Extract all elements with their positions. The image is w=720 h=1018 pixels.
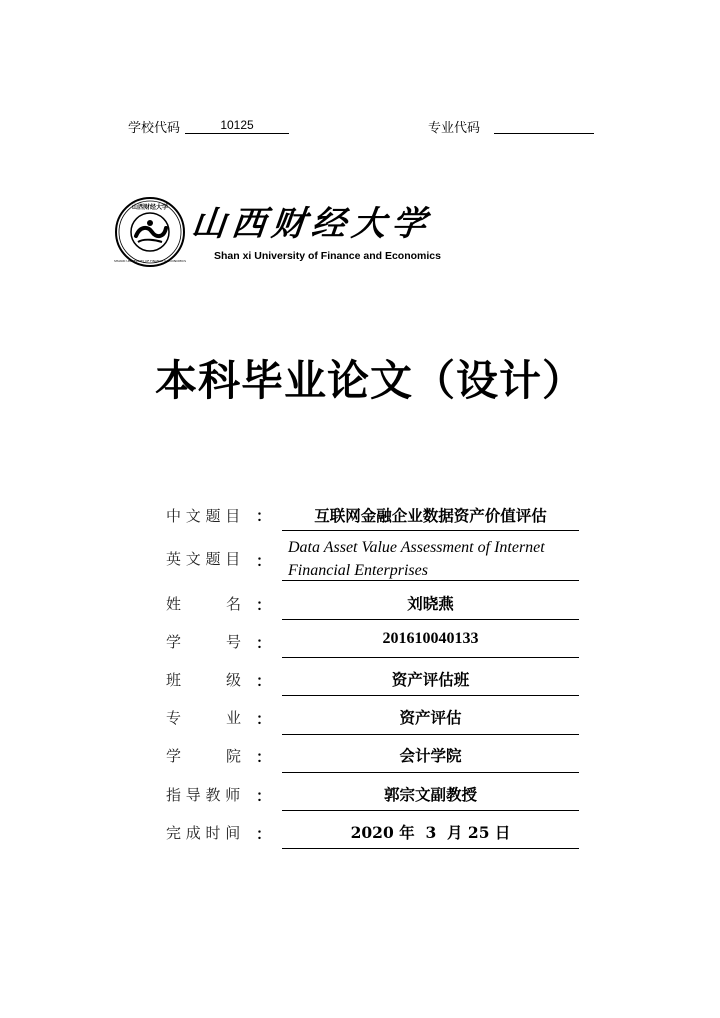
field-underline xyxy=(282,734,579,735)
field-underline xyxy=(282,848,579,849)
field-label-advisor: 指 导 教 师 xyxy=(166,786,241,804)
university-name-en: Shan xi University of Finance and Economics xyxy=(214,250,441,262)
field-label-student-id: 学 号 xyxy=(166,633,242,651)
field-value-college: 会计学院 xyxy=(399,746,462,765)
field-label-college: 学 院 xyxy=(166,747,242,765)
seal-top-text: 山西财经大学 xyxy=(131,204,169,211)
field-label-class: 班 级 xyxy=(166,671,242,689)
field-value-advisor: 郭宗文副教授 xyxy=(383,785,477,804)
field-underline xyxy=(282,772,579,773)
field-colon: ： xyxy=(256,787,272,805)
university-seal-icon xyxy=(114,196,186,268)
field-label-en-title: 英 文 题 目 xyxy=(166,550,241,568)
field-underline xyxy=(282,530,579,531)
field-underline xyxy=(282,695,579,696)
field-label-cn-title: 中 文 题 目 xyxy=(166,507,241,525)
major-code-label: 专业代码 xyxy=(428,120,481,135)
field-label-name: 姓 名 xyxy=(166,595,242,613)
field-colon: ： xyxy=(256,825,272,843)
field-colon: ： xyxy=(256,748,272,766)
field-value-en-title-line1: Data Asset Value Assessment of Internet xyxy=(288,539,545,556)
field-colon: ： xyxy=(256,710,272,728)
field-colon: ： xyxy=(256,507,272,525)
field-underline xyxy=(282,619,579,620)
field-value-major: 资产评估 xyxy=(399,708,462,727)
field-label-completion-date: 完 成 时 间 xyxy=(166,824,241,842)
field-value-cn-title: 互联网金融企业数据资产价值评估 xyxy=(314,506,547,525)
field-underline xyxy=(282,810,579,811)
page-title: 本科毕业论文（设计） xyxy=(154,356,585,405)
field-value-student-id: 201610040133 xyxy=(382,630,479,647)
school-code-label: 学校代码 xyxy=(128,120,181,135)
field-colon: ： xyxy=(256,552,272,570)
field-underline xyxy=(282,580,579,581)
seal-bottom-text: SHANXI UNIVERSITY OF FINANCE & ECONOMICS xyxy=(114,259,186,263)
field-value-en-title-line2: Financial Enterprises xyxy=(288,562,428,579)
university-name-cn: 山西财经大学 xyxy=(189,204,434,244)
major-code-field xyxy=(494,118,594,134)
field-value-completion-date: 2020 年 3 月 25 日 xyxy=(350,823,511,842)
field-value-name: 刘晓燕 xyxy=(407,594,454,613)
field-colon: ： xyxy=(256,634,272,652)
field-colon: ： xyxy=(256,672,272,690)
field-underline xyxy=(282,657,579,658)
field-label-major: 专 业 xyxy=(166,709,242,727)
school-code-field: 10125 xyxy=(185,118,289,134)
field-colon: ： xyxy=(256,596,272,614)
field-value-class: 资产评估班 xyxy=(391,670,470,689)
